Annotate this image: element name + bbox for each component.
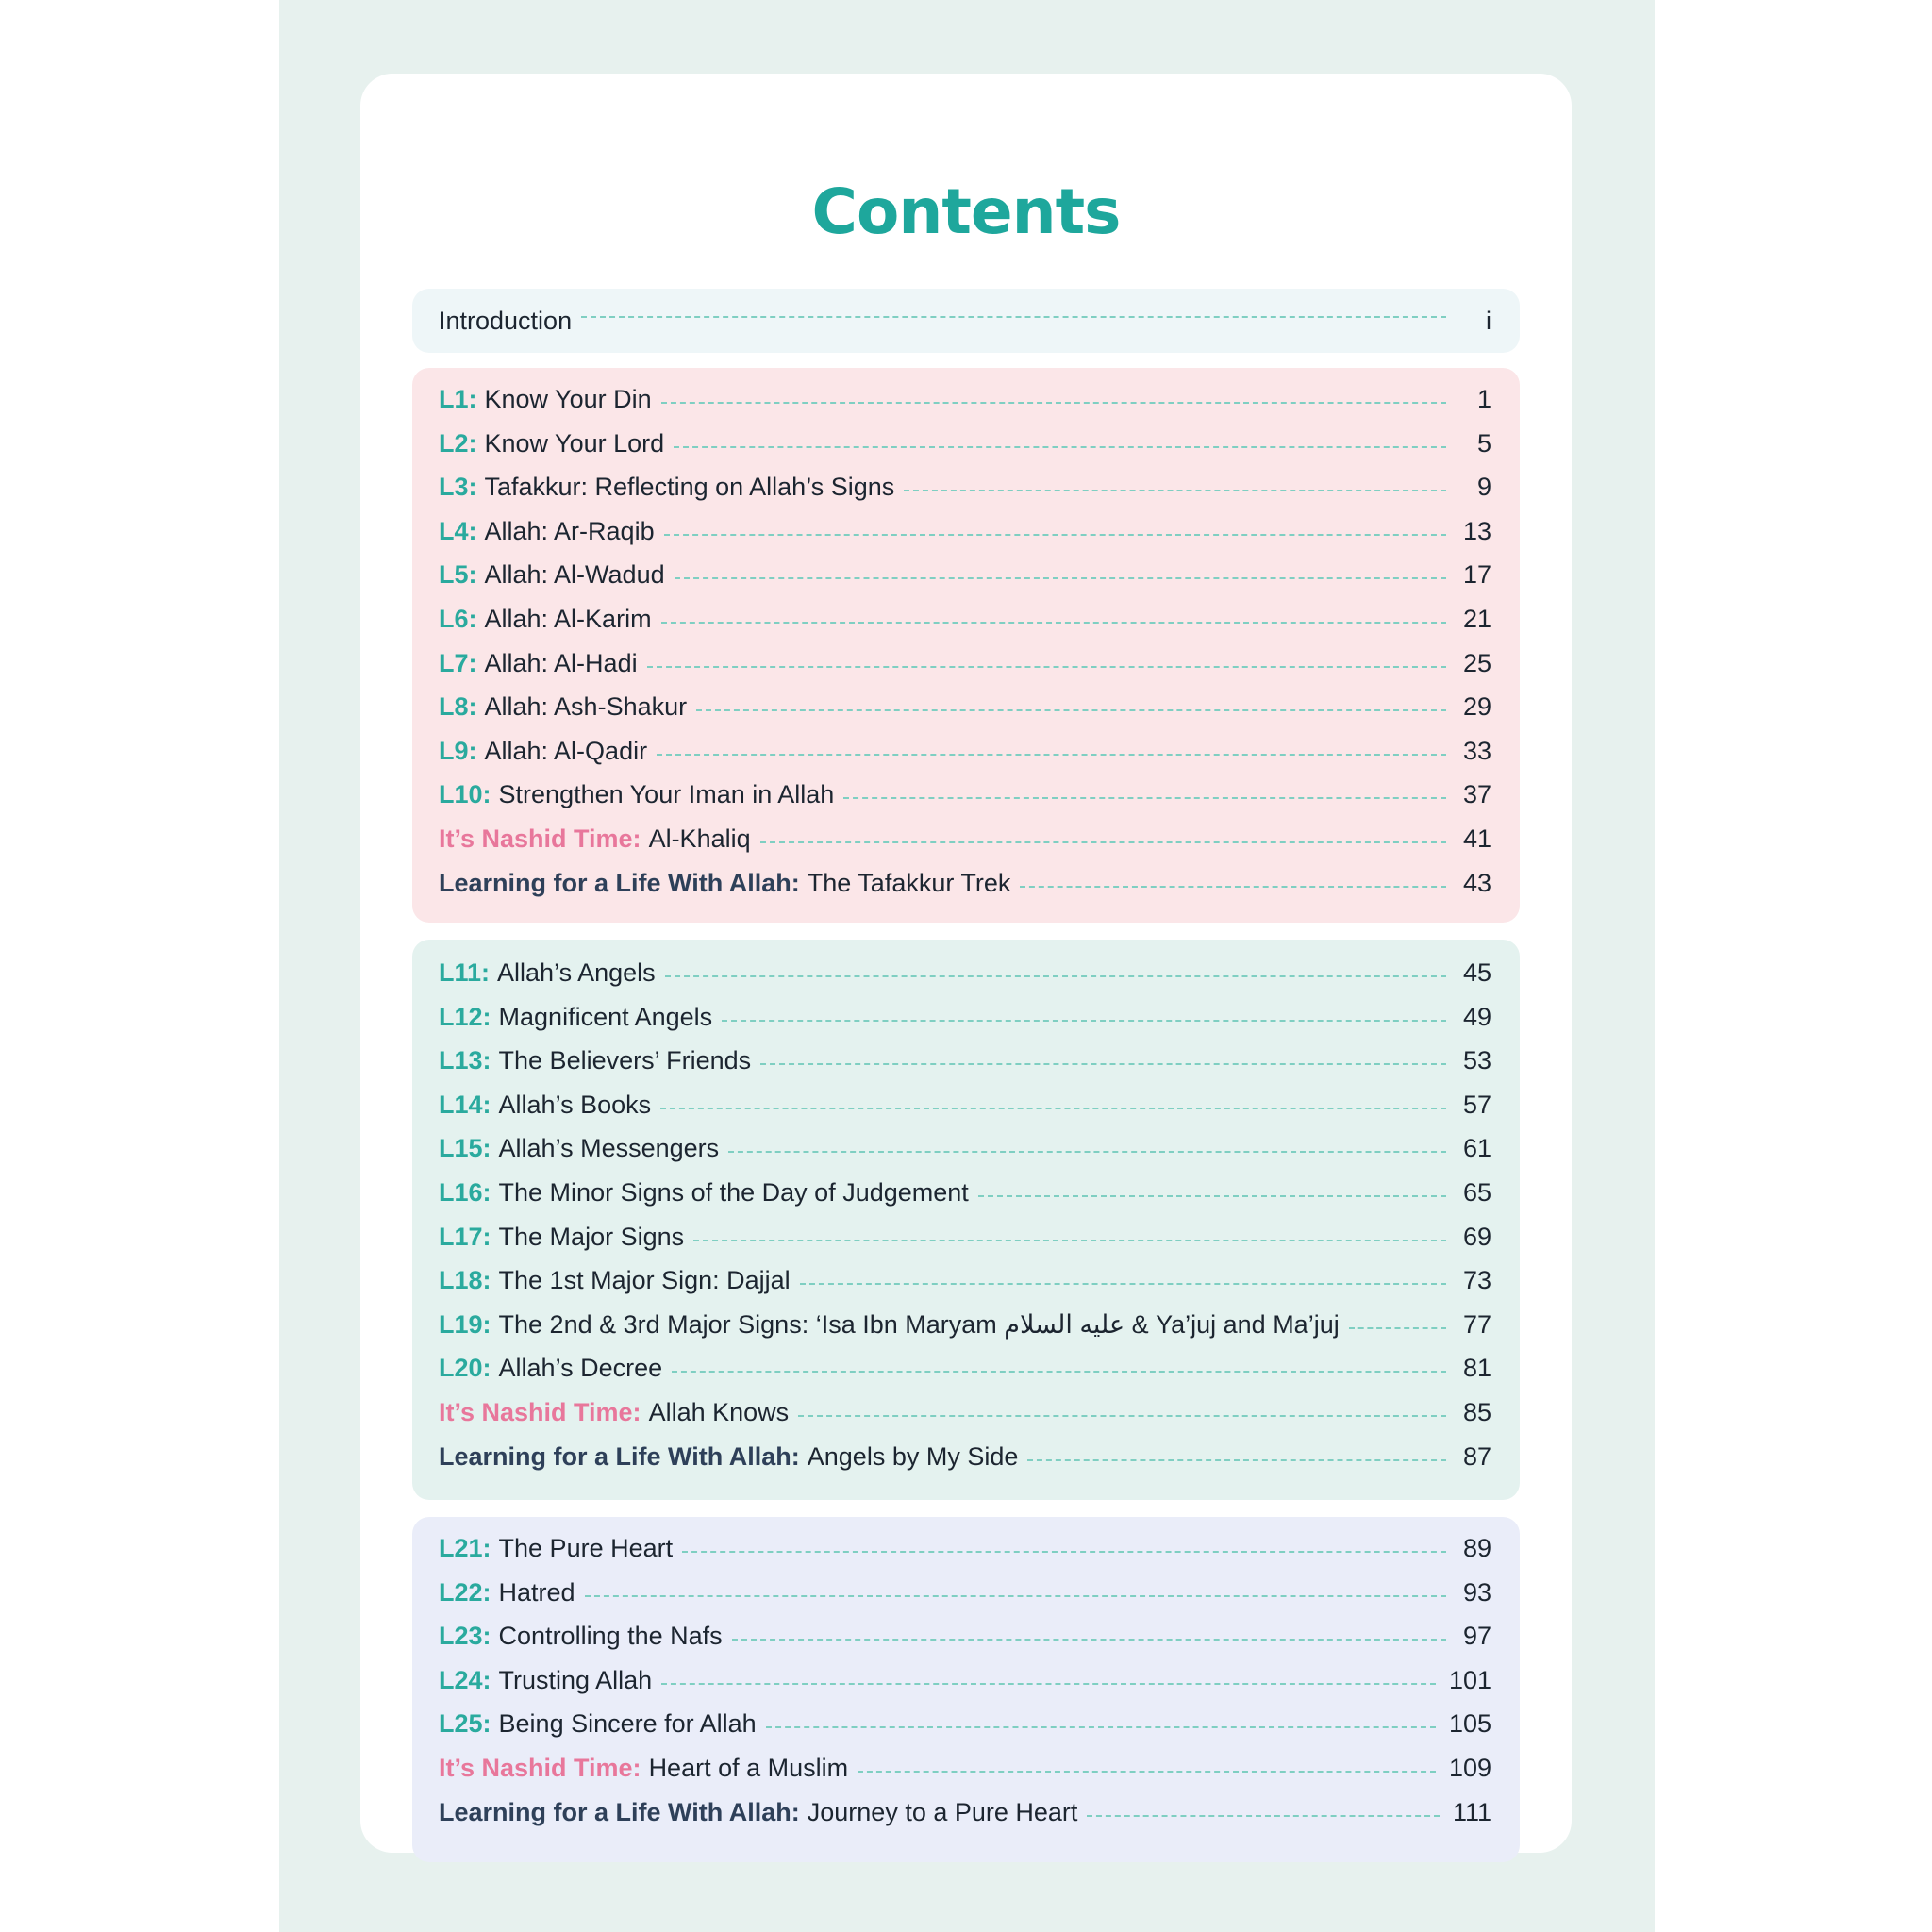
entry-page-number: 49 (1462, 1002, 1491, 1031)
book-page (279, 0, 1655, 1932)
entry-title: Magnificent Angels (498, 1002, 713, 1031)
toc-entry[interactable] (439, 560, 1491, 605)
dot-leader (732, 1639, 1446, 1641)
toc-list (439, 368, 1491, 912)
entry-page-number: 89 (1462, 1534, 1491, 1562)
entry-title: Controlling the Nafs (498, 1622, 723, 1651)
toc-entry[interactable] (439, 1622, 1491, 1666)
entry-title: The Major Signs (498, 1222, 685, 1251)
toc-entry[interactable] (439, 1310, 1491, 1355)
dot-leader (728, 1151, 1446, 1153)
entry-title: Introduction (439, 306, 573, 335)
entry-page-number: 1 (1476, 385, 1491, 413)
toc-entry[interactable] (439, 1003, 1491, 1047)
entry-page-number: 29 (1462, 692, 1491, 722)
entry-page-number: 109 (1448, 1753, 1491, 1782)
entry-page-number: 9 (1476, 473, 1491, 502)
entry-tag: Learning for a Life With Allah: (439, 868, 800, 897)
toc-entry[interactable] (439, 737, 1491, 781)
entry-title: Being Sincere for Allah (498, 1709, 757, 1739)
entry-tag: L7: (439, 648, 477, 677)
dot-leader (760, 841, 1446, 843)
dot-leader (978, 1195, 1446, 1197)
entry-page-number: 5 (1476, 428, 1491, 458)
entry-tag: L3: (439, 473, 477, 502)
toc-entry[interactable] (439, 1398, 1491, 1442)
entry-page-number: 93 (1462, 1577, 1491, 1607)
dot-leader (665, 975, 1446, 977)
entry-title: Allah: Al-Karim (484, 604, 652, 633)
entry-title: Hatred (498, 1577, 575, 1607)
entry-title: Allah’s Books (498, 1090, 652, 1119)
toc-entry[interactable] (439, 824, 1491, 869)
entry-tag: L21: (439, 1534, 491, 1562)
entry-page-number: 21 (1462, 604, 1491, 633)
entry-page-number: 73 (1462, 1266, 1491, 1295)
toc-list (439, 940, 1491, 1486)
entry-title: Al-Khaliq (648, 824, 751, 853)
dot-leader (1087, 1815, 1440, 1817)
entry-title: Trusting Allah (498, 1665, 653, 1694)
toc-entry[interactable] (439, 1178, 1491, 1223)
entry-tag: L8: (439, 692, 477, 722)
entry-page-number: 65 (1462, 1177, 1491, 1207)
entry-tag: L18: (439, 1266, 491, 1295)
entry-tag: L5: (439, 560, 477, 590)
section-unit-3 (412, 1517, 1520, 1862)
toc-entry[interactable] (439, 1666, 1491, 1710)
toc-entry[interactable] (439, 1534, 1491, 1578)
entry-page-number: 87 (1462, 1441, 1491, 1471)
dot-leader (904, 490, 1446, 491)
toc-entry[interactable] (439, 1754, 1491, 1798)
toc-entry[interactable] (439, 649, 1491, 693)
dot-leader (798, 1415, 1446, 1417)
entry-page-number: 97 (1462, 1622, 1491, 1651)
page-title: Contents (811, 175, 1121, 248)
entry-tag: Learning for a Life With Allah: (439, 1797, 800, 1826)
dot-leader (581, 316, 1446, 318)
entry-page-number: 41 (1462, 824, 1491, 853)
dot-leader (1349, 1327, 1446, 1329)
entry-page-number: 101 (1448, 1665, 1491, 1694)
dot-leader (682, 1551, 1446, 1553)
entry-tag: L20: (439, 1354, 491, 1383)
entry-page-number: 33 (1462, 736, 1491, 765)
toc-entry[interactable] (439, 1354, 1491, 1398)
toc-entry[interactable] (439, 385, 1491, 429)
toc-entry[interactable] (439, 1578, 1491, 1623)
entry-tag: L25: (439, 1709, 491, 1739)
toc-entry[interactable] (439, 1091, 1491, 1135)
toc-entry[interactable] (439, 517, 1491, 561)
entry-title: Know Your Lord (484, 428, 665, 458)
entry-title: Allah’s Messengers (498, 1134, 720, 1163)
entry-page-number: 53 (1462, 1046, 1491, 1075)
toc-entry[interactable] (439, 429, 1491, 474)
toc-entry[interactable] (439, 1442, 1491, 1487)
entry-title: Allah Knows (648, 1397, 790, 1426)
entry-page-number: 13 (1462, 516, 1491, 545)
entry-tag: L4: (439, 516, 477, 545)
dot-leader (661, 402, 1446, 404)
entry-tag: It’s Nashid Time: (439, 1753, 641, 1782)
entry-title: Allah’s Angels (497, 958, 656, 987)
toc-entry[interactable] (439, 1798, 1491, 1842)
entry-page-number: 69 (1462, 1222, 1491, 1251)
toc-entry[interactable] (439, 869, 1491, 913)
entry-page-number: 85 (1462, 1397, 1491, 1426)
dot-leader (760, 1063, 1446, 1065)
entry-title: Angels by My Side (807, 1441, 1019, 1471)
toc-entry-introduction[interactable] (439, 289, 1491, 353)
dot-leader (675, 577, 1446, 579)
entry-tag: L14: (439, 1090, 491, 1119)
entry-title: The 2nd & 3rd Major Signs: ‘Isa Ibn Maryam عليه السلام & Ya’juj and Ma’juj (498, 1309, 1340, 1339)
entry-tag: L11: (439, 958, 491, 987)
toc-entry[interactable] (439, 780, 1491, 824)
entry-page-number: 17 (1462, 560, 1491, 590)
entry-title: The Believers’ Friends (498, 1046, 752, 1075)
contents-card (360, 74, 1572, 1853)
intro-section (412, 289, 1520, 353)
entry-tag: L9: (439, 736, 477, 765)
entry-tag: L10: (439, 780, 491, 809)
entry-tag: L12: (439, 1002, 491, 1031)
dot-leader (660, 1108, 1446, 1109)
entry-title: Allah: Ash-Shakur (484, 692, 688, 722)
dot-leader (672, 1371, 1446, 1373)
dot-leader (858, 1771, 1436, 1773)
dot-leader (664, 534, 1446, 536)
entry-tag: L16: (439, 1177, 491, 1207)
entry-tag: L22: (439, 1577, 491, 1607)
entry-tag: It’s Nashid Time: (439, 1397, 641, 1426)
entry-tag: L17: (439, 1222, 491, 1251)
entry-tag: L24: (439, 1665, 491, 1694)
entry-title: Know Your Din (484, 385, 652, 413)
entry-title: Allah: Al-Qadir (484, 736, 648, 765)
entry-tag: L1: (439, 385, 477, 413)
entry-title: Allah’s Decree (498, 1354, 663, 1383)
entry-tag: L19: (439, 1309, 491, 1339)
entry-page-number: 111 (1452, 1797, 1491, 1826)
entry-page-number: i (1486, 306, 1491, 335)
dot-leader (585, 1595, 1446, 1597)
entry-tag: L6: (439, 604, 477, 633)
toc-entry[interactable] (439, 1266, 1491, 1310)
entry-tag: L2: (439, 428, 477, 458)
entry-page-number: 37 (1462, 780, 1491, 809)
entry-title: Tafakkur: Reflecting on Allah’s Signs (484, 473, 895, 502)
entry-title: Journey to a Pure Heart (807, 1797, 1078, 1826)
toc-entry[interactable] (439, 1223, 1491, 1267)
entry-tag: L23: (439, 1622, 491, 1651)
entry-tag: L13: (439, 1046, 491, 1075)
dot-leader (1027, 1459, 1446, 1461)
entry-title: Strengthen Your Iman in Allah (498, 780, 835, 809)
toc-entry[interactable] (439, 1046, 1491, 1091)
dot-leader (674, 446, 1446, 448)
entry-page-number: 25 (1462, 648, 1491, 677)
section-unit-1 (412, 368, 1520, 923)
entry-tag: L15: (439, 1134, 491, 1163)
entry-tag: It’s Nashid Time: (439, 824, 641, 853)
entry-tag: Learning for a Life With Allah: (439, 1441, 800, 1471)
entry-title: Allah: Al-Hadi (484, 648, 638, 677)
dot-leader (647, 666, 1446, 668)
dot-leader (657, 754, 1446, 756)
dot-leader (800, 1283, 1446, 1285)
dot-leader (661, 622, 1446, 624)
dot-leader (693, 1240, 1446, 1241)
entry-page-number: 45 (1462, 958, 1491, 987)
entry-page-number: 57 (1462, 1090, 1491, 1119)
toc-entry[interactable] (439, 1134, 1491, 1178)
entry-title: Allah: Al-Wadud (484, 560, 665, 590)
entry-page-number: 61 (1462, 1134, 1491, 1163)
dot-leader (661, 1683, 1436, 1685)
entry-title: The Pure Heart (498, 1534, 674, 1562)
toc-entry[interactable] (439, 958, 1491, 1003)
entry-page-number: 105 (1448, 1709, 1491, 1739)
entry-page-number: 43 (1462, 868, 1491, 897)
dot-leader (843, 797, 1446, 799)
toc-entry[interactable] (439, 692, 1491, 737)
dot-leader (1020, 886, 1446, 888)
dot-leader (722, 1020, 1446, 1022)
toc-entry[interactable] (439, 1709, 1491, 1754)
dot-leader (766, 1726, 1436, 1728)
entry-page-number: 81 (1462, 1354, 1491, 1383)
toc-entry[interactable] (439, 605, 1491, 649)
entry-title: The Minor Signs of the Day of Judgement (498, 1177, 969, 1207)
entry-title: The Tafakkur Trek (807, 868, 1011, 897)
toc-list (439, 1517, 1491, 1841)
dot-leader (696, 709, 1446, 711)
entry-title: Heart of a Muslim (648, 1753, 849, 1782)
section-unit-2 (412, 940, 1520, 1500)
entry-title: The 1st Major Sign: Dajjal (498, 1266, 791, 1295)
entry-page-number: 77 (1462, 1309, 1491, 1339)
entry-title: Allah: Ar-Raqib (484, 516, 655, 545)
toc-entry[interactable] (439, 473, 1491, 517)
